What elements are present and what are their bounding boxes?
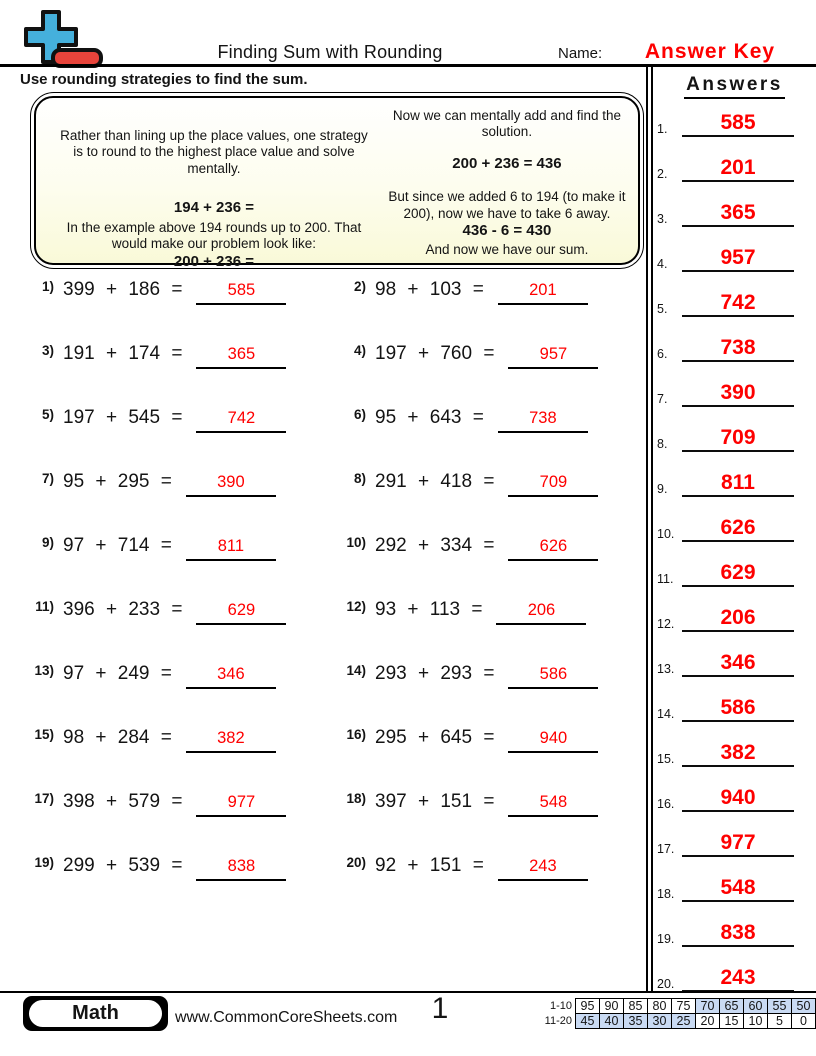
answer-line bbox=[186, 470, 276, 497]
problem-row bbox=[336, 402, 646, 466]
answer-item-value: 548 bbox=[720, 876, 756, 899]
problem-row bbox=[336, 850, 646, 914]
problem-expression: 197 + 760 = bbox=[375, 343, 495, 364]
score-cell: 60 bbox=[743, 998, 768, 1014]
example-text-line: 194 + 236 = bbox=[173, 199, 254, 217]
answer-item bbox=[657, 317, 794, 362]
answer-item-number: 1. bbox=[657, 122, 668, 136]
page-number: 1 bbox=[431, 992, 449, 1025]
score-cell: 15 bbox=[719, 1013, 744, 1029]
score-cell: 85 bbox=[623, 998, 648, 1014]
page-title: Finding Sum with Rounding bbox=[217, 42, 443, 62]
problem-number: 14) bbox=[346, 663, 366, 678]
problem-answer: 626 bbox=[539, 537, 568, 555]
problem-number: 17) bbox=[34, 791, 54, 806]
problem-answer: 709 bbox=[539, 473, 568, 491]
problem-expression: 396 + 233 = bbox=[63, 599, 183, 620]
example-left-column bbox=[44, 102, 384, 270]
problem-expression: 398 + 579 = bbox=[63, 791, 183, 812]
answer-line bbox=[508, 470, 598, 497]
answer-item bbox=[657, 947, 794, 992]
answer-line bbox=[496, 598, 586, 625]
problem-number: 13) bbox=[34, 663, 54, 678]
problem-expression: 293 + 293 = bbox=[375, 663, 495, 684]
answers-panel bbox=[653, 67, 816, 991]
answer-line bbox=[196, 598, 286, 625]
score-cell: 20 bbox=[695, 1013, 720, 1029]
problem-number: 10) bbox=[346, 535, 366, 550]
answer-line bbox=[498, 278, 588, 305]
website-link: www.CommonCoreSheets.com bbox=[175, 1009, 398, 1026]
problem-number: 11) bbox=[35, 599, 54, 614]
answers-divider bbox=[646, 67, 653, 991]
answer-item-value: 346 bbox=[720, 651, 756, 674]
problem-expression: 95 + 643 = bbox=[375, 407, 484, 428]
problem-expression: 197 + 545 = bbox=[63, 407, 183, 428]
answer-item bbox=[657, 227, 794, 272]
problem-answer: 977 bbox=[227, 793, 256, 811]
answer-item-line bbox=[682, 427, 794, 452]
answer-item-line bbox=[682, 922, 794, 947]
problem-number: 18) bbox=[346, 791, 366, 806]
answer-line bbox=[196, 854, 286, 881]
answer-line bbox=[498, 854, 588, 881]
example-box-inner bbox=[34, 96, 640, 270]
answer-line bbox=[508, 790, 598, 817]
answer-item-line bbox=[682, 967, 794, 992]
problem-row bbox=[24, 850, 336, 914]
problem-expression: 93 + 113 = bbox=[375, 599, 483, 620]
problem-expression: 295 + 645 = bbox=[375, 727, 495, 748]
problem-answer: 365 bbox=[227, 345, 256, 363]
answer-item-value: 738 bbox=[720, 336, 756, 359]
answers-title: Answers bbox=[684, 74, 785, 99]
score-table bbox=[540, 998, 816, 1029]
example-text-line: Rather than lining up the place values, one strategy is to round to the highest place value and solve mentally. bbox=[60, 128, 368, 176]
answer-item-number: 2. bbox=[657, 167, 668, 181]
answer-item-line bbox=[682, 157, 794, 182]
problem-row bbox=[336, 722, 646, 786]
subject-pill bbox=[29, 1000, 162, 1027]
answer-item bbox=[657, 407, 794, 452]
problem-answer: 548 bbox=[539, 793, 568, 811]
problem-answer: 243 bbox=[529, 857, 557, 875]
answer-item-line bbox=[682, 247, 794, 272]
problem-row bbox=[336, 274, 646, 338]
answer-item bbox=[657, 272, 794, 317]
example-right-column bbox=[384, 102, 630, 257]
problem-row bbox=[24, 402, 336, 466]
answer-item bbox=[657, 452, 794, 497]
problem-expression: 399 + 186 = bbox=[63, 279, 183, 300]
answer-item-number: 5. bbox=[657, 302, 668, 316]
problem-answer: 382 bbox=[217, 729, 245, 747]
answer-line bbox=[508, 342, 598, 369]
score-cell: 75 bbox=[671, 998, 696, 1014]
answer-item-number: 17. bbox=[657, 842, 675, 856]
answer-item bbox=[657, 587, 794, 632]
answer-item-value: 201 bbox=[720, 156, 756, 179]
problem-expression: 191 + 174 = bbox=[63, 343, 183, 364]
example-text-line: 436 - 6 = 430 bbox=[462, 222, 552, 240]
problem-number: 8) bbox=[353, 471, 366, 486]
problem-answer: 629 bbox=[227, 601, 256, 619]
answer-item bbox=[657, 767, 794, 812]
problem-answer: 201 bbox=[529, 281, 557, 299]
example-text-line: 200 + 236 = bbox=[173, 252, 254, 270]
score-cell: 45 bbox=[575, 1013, 600, 1029]
answer-item bbox=[657, 497, 794, 542]
score-cell: 65 bbox=[719, 998, 744, 1014]
answer-item-line bbox=[682, 382, 794, 407]
problem-expression: 397 + 151 = bbox=[375, 791, 495, 812]
answer-item bbox=[657, 137, 794, 182]
example-text-line: Now we can mentally add and find the solution. bbox=[392, 108, 621, 140]
problem-expression: 97 + 249 = bbox=[63, 663, 172, 684]
example-text-line: In the example above 194 rounds up to 200. That would make our problem look like: bbox=[66, 219, 362, 252]
problem-expression: 292 + 334 = bbox=[375, 535, 495, 556]
answer-item-value: 586 bbox=[720, 696, 756, 719]
answer-item-value: 626 bbox=[720, 516, 756, 539]
answer-item-number: 18. bbox=[657, 887, 675, 901]
answer-item-line bbox=[682, 652, 794, 677]
example-text-line: And now we have our sum. bbox=[425, 242, 589, 258]
problem-number: 16) bbox=[346, 727, 366, 742]
problem-answer: 940 bbox=[539, 729, 568, 747]
answer-line bbox=[196, 278, 286, 305]
answer-item bbox=[657, 542, 794, 587]
instructions-text: Use rounding strategies to find the sum. bbox=[20, 71, 308, 88]
answer-line bbox=[196, 406, 286, 433]
answer-item-line bbox=[682, 787, 794, 812]
answer-item-value: 709 bbox=[720, 426, 756, 449]
problem-expression: 95 + 295 = bbox=[63, 471, 172, 492]
answer-item bbox=[657, 362, 794, 407]
answer-item bbox=[657, 812, 794, 857]
score-row bbox=[540, 998, 816, 1014]
problem-row bbox=[24, 658, 336, 722]
answer-item bbox=[657, 677, 794, 722]
score-cell: 90 bbox=[599, 998, 624, 1014]
problem-row bbox=[24, 722, 336, 786]
answer-line bbox=[196, 342, 286, 369]
problem-row bbox=[24, 466, 336, 530]
answer-item bbox=[657, 632, 794, 677]
example-box bbox=[30, 92, 644, 269]
problem-row bbox=[336, 338, 646, 402]
problem-expression: 98 + 284 = bbox=[63, 727, 172, 748]
answer-item bbox=[657, 182, 794, 227]
problem-number: 9) bbox=[41, 535, 54, 550]
answer-item-value: 585 bbox=[720, 111, 756, 134]
problem-expression: 92 + 151 = bbox=[375, 855, 484, 876]
score-cell: 80 bbox=[647, 998, 672, 1014]
answer-item-line bbox=[682, 877, 794, 902]
subject-badge bbox=[23, 996, 168, 1031]
answer-item-number: 10. bbox=[657, 527, 675, 541]
answer-item-line bbox=[682, 472, 794, 497]
problem-number: 1) bbox=[41, 279, 54, 294]
problem-answer: 738 bbox=[529, 409, 557, 427]
answer-item-line bbox=[682, 607, 794, 632]
answer-line bbox=[186, 662, 276, 689]
answer-item-number: 6. bbox=[657, 347, 668, 361]
problems-grid bbox=[24, 274, 646, 914]
problem-number: 5) bbox=[41, 407, 54, 422]
answer-item-value: 243 bbox=[720, 966, 756, 989]
answer-item bbox=[657, 857, 794, 902]
answer-item-number: 14. bbox=[657, 707, 675, 721]
problem-row bbox=[24, 594, 336, 658]
answer-key-text: Answer Key bbox=[644, 40, 776, 63]
name-label: Name: bbox=[558, 45, 603, 62]
problem-answer: 957 bbox=[539, 345, 568, 363]
problem-answer: 811 bbox=[217, 537, 245, 555]
answer-item-value: 382 bbox=[720, 741, 756, 764]
problem-number: 6) bbox=[353, 407, 366, 422]
answer-item-line bbox=[682, 517, 794, 542]
answer-item-number: 16. bbox=[657, 797, 675, 811]
answer-item-value: 957 bbox=[720, 246, 756, 269]
answer-item-line bbox=[682, 562, 794, 587]
answer-item-number: 11. bbox=[657, 572, 674, 586]
answer-item-line bbox=[682, 742, 794, 767]
plus-minus-logo-icon bbox=[16, 6, 104, 70]
answer-item-line bbox=[682, 112, 794, 137]
answer-item-line bbox=[682, 337, 794, 362]
subject-label: Math bbox=[72, 1002, 119, 1024]
problem-answer: 838 bbox=[227, 857, 256, 875]
score-range-label: 1-10 bbox=[549, 1000, 572, 1012]
answer-item-line bbox=[682, 202, 794, 227]
score-cells bbox=[576, 998, 816, 1014]
score-cells bbox=[576, 1013, 816, 1029]
problem-answer: 742 bbox=[227, 409, 256, 427]
answer-item bbox=[657, 722, 794, 767]
score-cell: 25 bbox=[671, 1013, 696, 1029]
answer-line bbox=[508, 662, 598, 689]
example-text-line: 200 + 236 = 436 bbox=[452, 154, 562, 172]
answer-line bbox=[186, 534, 276, 561]
problem-row bbox=[24, 338, 336, 402]
answer-item-line bbox=[682, 832, 794, 857]
answer-item-value: 390 bbox=[720, 381, 756, 404]
problem-row bbox=[24, 530, 336, 594]
score-range-label: 11-20 bbox=[544, 1015, 572, 1027]
score-cell: 95 bbox=[575, 998, 600, 1014]
answer-item-number: 9. bbox=[657, 482, 668, 496]
problem-number: 20) bbox=[346, 855, 366, 870]
score-cell: 0 bbox=[791, 1013, 816, 1029]
answer-item-value: 811 bbox=[721, 471, 755, 494]
answer-item-value: 977 bbox=[720, 831, 756, 854]
problem-row bbox=[24, 274, 336, 338]
score-cell: 70 bbox=[695, 998, 720, 1014]
answer-item-number: 15. bbox=[657, 752, 675, 766]
problem-expression: 291 + 418 = bbox=[375, 471, 495, 492]
problem-row bbox=[336, 658, 646, 722]
answers-list bbox=[657, 92, 794, 992]
score-cell: 30 bbox=[647, 1013, 672, 1029]
problem-answer: 346 bbox=[217, 665, 245, 683]
problem-number: 7) bbox=[41, 471, 54, 486]
answer-item-number: 13. bbox=[657, 662, 675, 676]
problem-answer: 586 bbox=[539, 665, 568, 683]
score-cell: 55 bbox=[767, 998, 792, 1014]
score-cell: 10 bbox=[743, 1013, 768, 1029]
answer-item-value: 629 bbox=[720, 561, 756, 584]
score-row bbox=[540, 1013, 816, 1029]
problem-expression: 97 + 714 = bbox=[63, 535, 172, 556]
answer-item-number: 7. bbox=[657, 392, 668, 406]
problem-expression: 299 + 539 = bbox=[63, 855, 183, 876]
answer-item-number: 12. bbox=[657, 617, 675, 631]
problem-row bbox=[336, 466, 646, 530]
answer-item-value: 838 bbox=[720, 921, 756, 944]
answer-item-number: 20. bbox=[657, 977, 675, 991]
answer-item-number: 19. bbox=[657, 932, 675, 946]
problem-answer: 206 bbox=[527, 601, 556, 619]
problem-expression: 98 + 103 = bbox=[375, 279, 484, 300]
answer-line bbox=[508, 534, 598, 561]
answer-item-value: 742 bbox=[720, 291, 756, 314]
answer-item-number: 8. bbox=[657, 437, 668, 451]
problem-number: 3) bbox=[41, 343, 54, 358]
answer-item-line bbox=[682, 292, 794, 317]
problem-number: 19) bbox=[34, 855, 54, 870]
score-cell: 5 bbox=[767, 1013, 792, 1029]
answer-line bbox=[196, 790, 286, 817]
answer-item-number: 4. bbox=[657, 257, 668, 271]
answer-item-line bbox=[682, 697, 794, 722]
problem-row bbox=[24, 786, 336, 850]
problem-row bbox=[336, 786, 646, 850]
problem-number: 4) bbox=[353, 343, 366, 358]
answer-item-value: 940 bbox=[720, 786, 756, 809]
problem-row bbox=[336, 594, 646, 658]
answer-item bbox=[657, 92, 794, 137]
score-cell: 50 bbox=[791, 998, 816, 1014]
problem-number: 15) bbox=[34, 727, 54, 742]
problem-number: 2) bbox=[353, 279, 366, 294]
score-cell: 40 bbox=[599, 1013, 624, 1029]
answer-line bbox=[186, 726, 276, 753]
problem-answer: 585 bbox=[227, 281, 256, 299]
answer-line bbox=[508, 726, 598, 753]
answer-item-value: 365 bbox=[720, 201, 756, 224]
answer-item-number: 3. bbox=[657, 212, 668, 226]
answer-item bbox=[657, 902, 794, 947]
score-cell: 35 bbox=[623, 1013, 648, 1029]
answer-item-value: 206 bbox=[720, 606, 756, 629]
example-text-line: But since we added 6 to 194 (to make it 200), now we have to take 6 away. bbox=[388, 189, 626, 221]
problem-row bbox=[336, 530, 646, 594]
problem-number: 12) bbox=[346, 599, 366, 614]
answer-line bbox=[498, 406, 588, 433]
footer-divider bbox=[0, 991, 816, 993]
problem-answer: 390 bbox=[217, 473, 245, 491]
